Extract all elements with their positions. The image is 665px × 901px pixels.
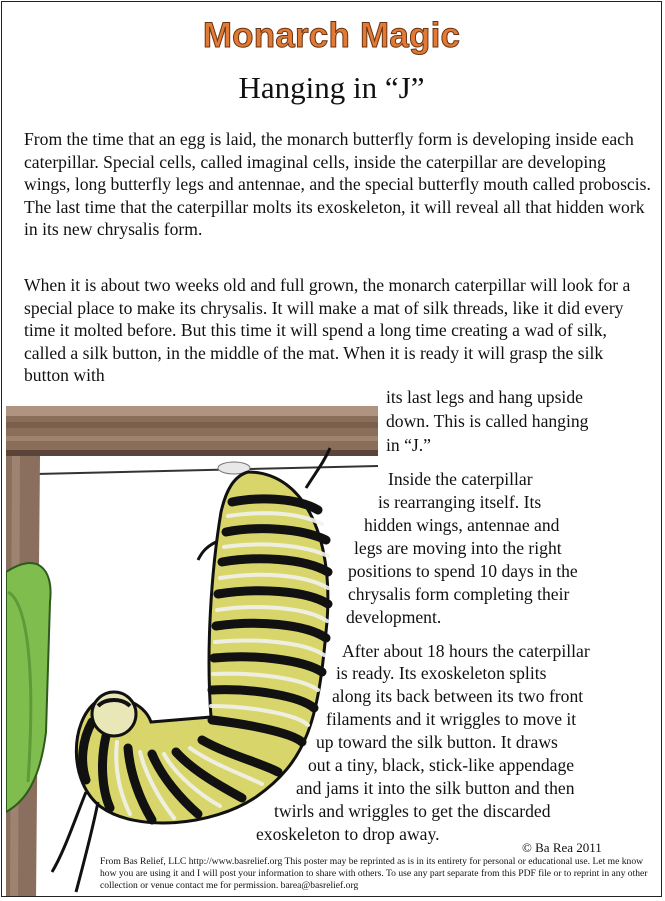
caterpillar-j-illustration <box>6 402 378 897</box>
text-line: After about 18 hours the caterpillar <box>342 641 590 661</box>
text-line: is rearranging itself. Its <box>378 492 542 512</box>
poster-title: Monarch Magic <box>202 16 461 55</box>
text-line: its last legs and hang upside <box>386 387 583 407</box>
text-line: positions to spend 10 days in the <box>348 561 578 581</box>
text-line: along its back between its two front <box>332 686 584 706</box>
text-line: hidden wings, antennae and <box>364 515 560 535</box>
poster-page <box>1 1 662 897</box>
silk-button-paragraph: When it is about two weeks old and full grown, the monarch caterpillar will look for a special place to make its chrysalis. It will make a mat of silk threads, like it did every time it molted before. But this time it will spend a long time creating a wad of silk, called a silk button, in the middle of the mat. When it is ready it will grasp the silk button with <box>24 275 631 386</box>
text-line: filaments and it wriggles to move it <box>326 709 577 729</box>
text-line: Inside the caterpillar <box>388 469 533 489</box>
text-line: out a tiny, black, stick-like appendage <box>308 755 575 775</box>
text-line: exoskeleton to drop away. <box>256 824 440 844</box>
text-line: is ready. Its exoskeleton splits <box>336 663 547 683</box>
copyright-notice: © Ba Rea 2011 <box>522 840 602 855</box>
filament <box>76 802 98 892</box>
intro-paragraph: From the time that an egg is laid, the monarch butterfly form is developing inside each caterpillar. Special cells, called imaginal cells, inside the caterpillar are developing wings, long butterfly legs and antennae, and the special butterfly mouth called proboscis. The last time that the caterpillar molts its exoskeleton, it will reveal all that hidden work in its new chrysalis form. <box>24 129 651 240</box>
text-line: in “J.” <box>386 435 431 455</box>
footer-notice: From Bas Relief, LLC http://www.basrelief.org This poster may be reprinted as is in its entirety for personal or educational use. Let me know how you are using it and I will post your information to share with others. To use any part separate from this PDF file or to reprint in any other collection or venue contact me for permission. barea@basrelief.org <box>100 856 648 892</box>
text-line: and jams it into the silk button and then <box>296 778 575 798</box>
text-line: chrysalis form completing their <box>348 584 570 604</box>
poster-subtitle: Hanging in “J” <box>238 70 425 105</box>
text-line: down. This is called hanging <box>386 411 589 431</box>
text-line: up toward the silk button. It draws <box>316 732 558 752</box>
text-line: development. <box>346 607 442 627</box>
text-line: legs are moving into the right <box>354 538 562 558</box>
text-line: twirls and wriggles to get the discarded <box>274 801 551 821</box>
